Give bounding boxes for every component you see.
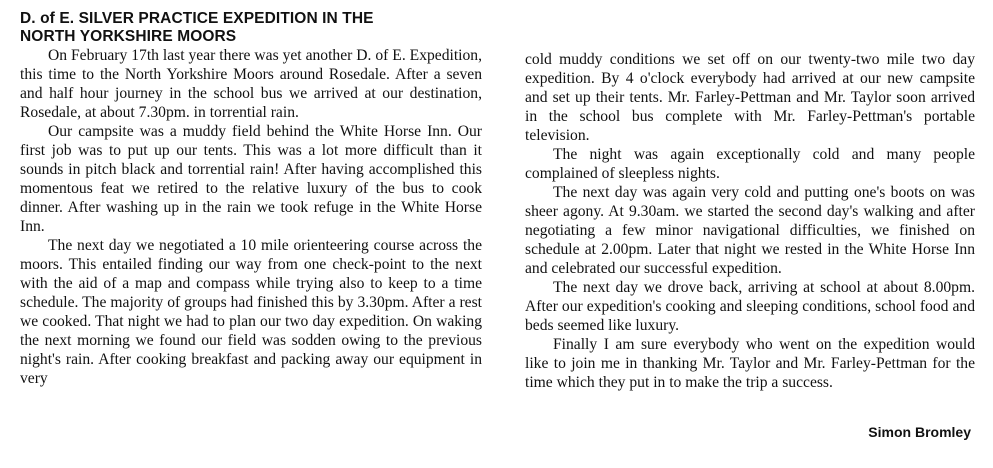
paragraph-campsite: Our campsite was a muddy field behind the White Horse Inn. Our first job was to put up our tents. This was a lot more difficult than it sounds in pitch black and torrential rain! After having accomplished this momentous feat we retired to the relative luxury of the bus to cook dinner. After washing up in the rain we took refuge in the White Horse Inn. [20, 123, 482, 235]
paragraph-drive-back: The next day we drove back, arriving at school at about 8.00pm. After our expedition's cooking and sleeping conditions, school food and beds seemed like luxury. [525, 279, 975, 334]
headline-line-2: NORTH YORKSHIRE MOORS [20, 28, 237, 45]
right-column [525, 50, 975, 392]
article-headline [20, 10, 482, 46]
author-byline: Simon Bromley [868, 424, 971, 440]
paragraph-thanks: Finally I am sure everybody who went on the expedition would like to join me in thanking Mr. Taylor and Mr. Farley-Pettman for the time which they put in to make the trip a success. [525, 336, 975, 391]
left-column [20, 10, 482, 388]
paragraph-orienteering: The next day we negotiated a 10 mile orienteering course across the moors. This entailed finding our way from one check-point to the next with the aid of a map and compass while trying also to keep to a time schedule. The majority of groups had finished this by 3.30pm. After a rest we cooked. That night we had to plan our two day expedition. On waking the next morning we found our field was sodden owing to the previous night's rain. After cooking breakfast and packing away our equipment in very [20, 237, 482, 387]
paragraph-arrival: On February 17th last year there was yet another D. of E. Expedition, this time to the North Yorkshire Moors around Rosedale. After a seven and half hour journey in the school bus we arrived at our destination, Rosedale, at about 7.30pm. in torrential rain. [20, 47, 482, 121]
headline-line-1: D. of E. SILVER PRACTICE EXPEDITION IN THE [20, 10, 374, 27]
paragraph-expedition-continued: cold muddy conditions we set off on our twenty-two mile two day expedition. By 4 o'clock everybody had arrived at our new campsite and set up their tents. Mr. Farley-Pettman and Mr. Taylor soon arrived in the school bus complete with Mr. Farley-Pettman's portable television. [525, 51, 975, 144]
paragraph-cold-night: The night was again exceptionally cold and many people complained of sleepless nights. [525, 146, 975, 182]
paragraph-second-day: The next day was again very cold and putting one's boots on was sheer agony. At 9.30am. we started the second day's walking and after negotiating a few minor navigational difficulties, we finished on schedule at 2.00pm. Later that night we rested in the White Horse Inn and celebrated our successful expedition. [525, 184, 975, 277]
